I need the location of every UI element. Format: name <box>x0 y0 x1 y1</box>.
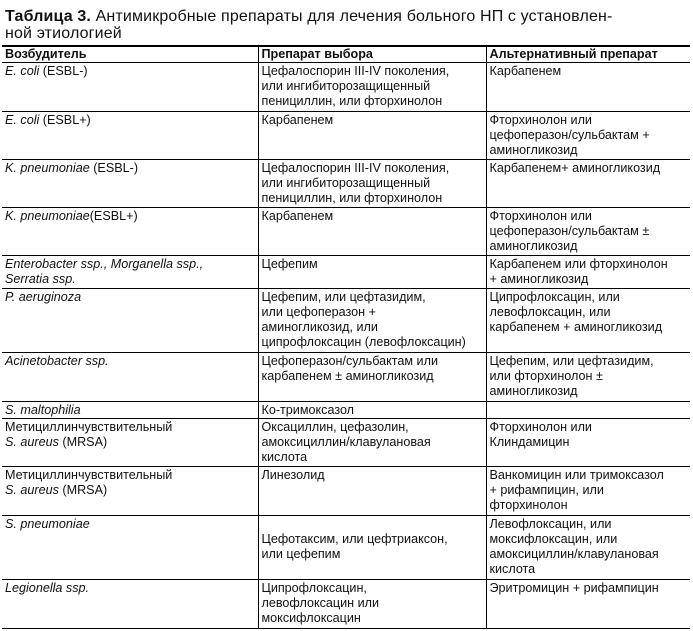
pathogen-species: Legionella ssp. <box>5 581 90 596</box>
drug-of-choice-cell-line: Ко-тримоксазол <box>261 403 355 418</box>
table-row <box>2 112 690 160</box>
antimicrobial-table <box>2 45 690 629</box>
pathogen-cell <box>2 63 258 112</box>
alternative-drug-cell-line: Карбапенем или фторхинолон <box>489 257 668 272</box>
alternative-drug-cell <box>486 160 690 208</box>
pathogen-line <box>5 257 255 272</box>
drug-of-choice-cell-line: ципрофлоксацин (левофлоксацин) <box>261 335 466 350</box>
alternative-drug-cell <box>486 353 690 402</box>
table-row <box>2 256 690 289</box>
header-alternative-drug: Альтернативный препарат <box>486 46 690 63</box>
alternative-drug-cell-line: фторхинолон <box>489 498 568 513</box>
drug-of-choice-cell-line: Цефоперазон/сульбактам или <box>261 354 438 369</box>
table-row <box>2 402 690 419</box>
alternative-drug-cell <box>486 419 690 467</box>
drug-of-choice-cell-line: аминогликозид, или <box>261 320 378 335</box>
table-caption <box>5 8 689 42</box>
drug-of-choice-cell <box>258 160 486 208</box>
alternative-drug-cell-line: кислота <box>489 562 536 577</box>
alternative-drug-cell <box>486 256 690 289</box>
pathogen-species: K. pneumoniae <box>5 209 90 224</box>
table-row <box>2 467 690 516</box>
alternative-drug-cell-line: Фторхинолон или <box>489 113 592 128</box>
pathogen-line <box>5 483 255 498</box>
drug-of-choice-cell-line: левофлоксацин или <box>261 596 380 611</box>
drug-of-choice-cell-line: Цефотаксим, или цефтриаксон, <box>261 532 448 547</box>
drug-of-choice-cell-line: Линезолид <box>261 468 325 483</box>
drug-of-choice-cell-line: карбапенем ± аминогликозид <box>261 369 434 384</box>
alternative-drug-cell <box>486 402 690 419</box>
drug-of-choice-cell <box>258 419 486 467</box>
pathogen-qualifier: (ESBL+) <box>89 209 138 224</box>
pathogen-line <box>5 581 255 596</box>
alternative-drug-cell-line: моксифлоксацин, или <box>489 532 618 547</box>
pathogen-qualifier: Метициллинчувствительный <box>5 420 173 435</box>
pathogen-qualifier: (MRSA) <box>58 435 108 450</box>
pathogen-line <box>5 354 255 369</box>
pathogen-cell <box>2 580 258 629</box>
table-caption-label: Таблица 3. <box>5 8 91 25</box>
pathogen-line <box>5 113 255 128</box>
pathogen-species: Serratia ssp. <box>5 272 76 287</box>
header-pathogen: Возбудитель <box>2 46 258 63</box>
alternative-drug-cell-line: Фторхинолон или <box>489 420 592 435</box>
alternative-drug-cell-line: цефоперазон/сульбактам ± <box>489 224 650 239</box>
alternative-drug-cell-line: амоксициллин/клавулановая <box>489 547 659 562</box>
alternative-drug-cell-line: Ванкомицин или тримоксазол <box>489 468 664 483</box>
alternative-drug-cell-line: левофлоксацин, или <box>489 305 611 320</box>
pathogen-cell <box>2 516 258 580</box>
pathogen-cell <box>2 467 258 516</box>
alternative-drug-cell-line: Левофлоксацин, или <box>489 517 612 532</box>
alternative-drug-cell <box>486 112 690 160</box>
alternative-drug-cell-line: или фторхинолон ± <box>489 369 603 384</box>
drug-of-choice-cell-line: пенициллин, или фторхинолон <box>261 191 443 206</box>
drug-of-choice-cell <box>258 112 486 160</box>
pathogen-species: Acinetobacter ssp. <box>5 354 109 369</box>
pathogen-line <box>5 420 255 435</box>
pathogen-line <box>5 517 255 532</box>
pathogen-cell <box>2 160 258 208</box>
pathogen-species: S. aureus <box>5 435 59 450</box>
drug-of-choice-cell <box>258 208 486 256</box>
pathogen-line <box>5 403 255 418</box>
pathogen-qualifier: (ESBL+) <box>39 113 91 128</box>
pathogen-line <box>5 435 255 450</box>
alternative-drug-cell-line: Фторхинолон или <box>489 209 592 224</box>
alternative-drug-cell-line: Клиндамицин <box>489 435 570 450</box>
header-drug-of-choice: Препарат выбора <box>258 46 486 63</box>
drug-of-choice-cell-line: Карбапенем <box>261 113 334 128</box>
pathogen-line <box>5 468 255 483</box>
pathogen-species: K. pneumoniae <box>5 161 90 176</box>
drug-of-choice-cell <box>258 289 486 353</box>
pathogen-cell <box>2 112 258 160</box>
drug-of-choice-cell-line: Карбапенем <box>261 209 334 224</box>
drug-of-choice-cell-line: кислота <box>261 450 308 465</box>
table-row <box>2 516 690 580</box>
pathogen-qualifier: (MRSA) <box>58 483 108 498</box>
alternative-drug-cell-line: Карбапенем+ аминогликозид <box>489 161 661 176</box>
drug-of-choice-cell-line: моксифлоксацин <box>261 611 361 626</box>
drug-of-choice-cell-line: амоксициллин/клавулановая <box>261 435 431 450</box>
drug-of-choice-cell-line <box>262 517 483 532</box>
pathogen-line <box>5 209 255 224</box>
table-row <box>2 208 690 256</box>
drug-of-choice-cell-line: Оксациллин, цефазолин, <box>261 420 409 435</box>
drug-of-choice-cell <box>258 516 486 580</box>
alternative-drug-cell-line: аминогликозид <box>489 239 578 254</box>
pathogen-qualifier: (ESBL-) <box>89 161 139 176</box>
drug-of-choice-cell <box>258 580 486 629</box>
drug-of-choice-cell <box>258 467 486 516</box>
pathogen-species: P. aeruginoza <box>5 290 82 305</box>
drug-of-choice-cell-line: Цефепим <box>261 257 318 272</box>
drug-of-choice-cell-line: или цефепим <box>261 547 341 562</box>
table-row <box>2 419 690 467</box>
alternative-drug-cell-line: аминогликозид <box>489 143 578 158</box>
pathogen-cell <box>2 402 258 419</box>
alternative-drug-cell-line: + аминогликозид <box>489 272 589 287</box>
table-row <box>2 160 690 208</box>
alternative-drug-cell <box>486 467 690 516</box>
alternative-drug-cell-line: цефоперазон/сульбактам + <box>489 128 650 143</box>
pathogen-species: E. coli <box>5 113 40 128</box>
table-row <box>2 63 690 112</box>
drug-of-choice-cell-line: Ципрофлоксацин, <box>261 581 367 596</box>
pathogen-cell <box>2 353 258 402</box>
alternative-drug-cell <box>486 580 690 629</box>
drug-of-choice-cell-line: или ингибиторозащищенный <box>261 176 431 191</box>
pathogen-species: E. coli <box>5 64 40 79</box>
pathogen-species: S. pneumoniae <box>5 517 90 532</box>
alternative-drug-cell <box>486 208 690 256</box>
pathogen-species: S. maltophilia <box>5 403 81 418</box>
pathogen-line <box>5 290 255 305</box>
table-caption-text-1: Антимикробные препараты для лечения больного НП с установлен- <box>95 8 613 25</box>
alternative-drug-cell-line: + рифампицин, или <box>489 483 604 498</box>
pathogen-cell <box>2 256 258 289</box>
drug-of-choice-cell-line: пенициллин, или фторхинолон <box>261 94 443 109</box>
table-row <box>2 580 690 629</box>
drug-of-choice-cell-line: Цефалоспорин III-IV поколения, <box>261 64 450 79</box>
pathogen-species: Enterobacter ssp., Morganella ssp., <box>5 257 204 272</box>
drug-of-choice-cell <box>258 402 486 419</box>
pathogen-cell <box>2 208 258 256</box>
drug-of-choice-cell <box>258 256 486 289</box>
table-row <box>2 289 690 353</box>
alternative-drug-cell-line: аминогликозид <box>489 384 578 399</box>
drug-of-choice-cell-line: Цефалоспорин III-IV поколения, <box>261 161 450 176</box>
alternative-drug-cell-line: карбапенем + аминогликозид <box>489 320 663 335</box>
alternative-drug-cell-line: Цефепим, или цефтазидим, <box>489 354 654 369</box>
table-row <box>2 353 690 402</box>
pathogen-qualifier: Метициллинчувствительный <box>5 468 173 483</box>
drug-of-choice-cell-line: или цефоперазон + <box>261 305 376 320</box>
pathogen-species: S. aureus <box>5 483 59 498</box>
table-body <box>2 63 690 629</box>
drug-of-choice-cell-line: или ингибиторозащищенный <box>261 79 431 94</box>
pathogen-line <box>5 64 255 79</box>
alternative-drug-cell <box>486 516 690 580</box>
table-header-row <box>2 46 690 63</box>
pathogen-qualifier: (ESBL-) <box>39 64 88 79</box>
alternative-drug-cell <box>486 63 690 112</box>
table-caption-text-2: ной этиологией <box>5 25 122 42</box>
pathogen-cell <box>2 289 258 353</box>
drug-of-choice-cell-line: Цефепим, или цефтазидим, <box>261 290 426 305</box>
drug-of-choice-cell <box>258 353 486 402</box>
drug-of-choice-cell <box>258 63 486 112</box>
pathogen-cell <box>2 419 258 467</box>
alternative-drug-cell-line: Карбапенем <box>489 64 562 79</box>
alternative-drug-cell-line: Ципрофлоксацин, или <box>489 290 620 305</box>
alternative-drug-cell <box>486 289 690 353</box>
alternative-drug-cell-line: Эритромицин + рифампицин <box>489 581 659 596</box>
pathogen-line <box>5 161 255 176</box>
pathogen-line <box>5 272 255 287</box>
